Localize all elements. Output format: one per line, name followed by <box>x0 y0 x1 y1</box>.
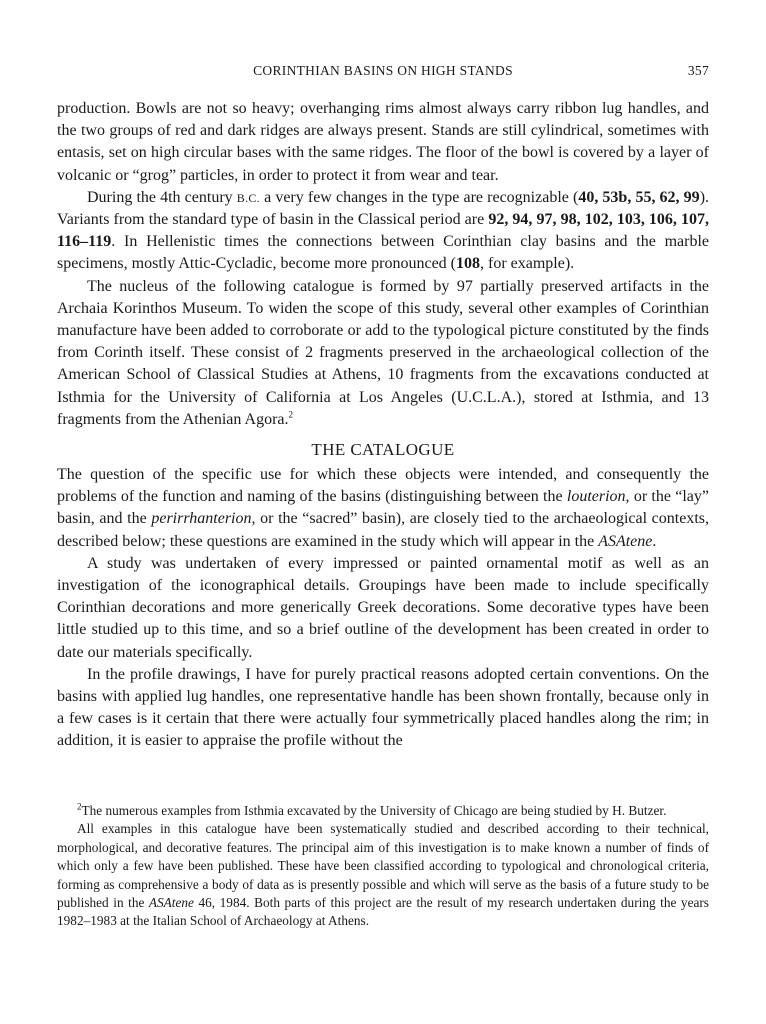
journal-title: ASAtene <box>598 532 653 550</box>
term-perirrhanterion: perirrhanterion <box>151 510 252 528</box>
catalogue-refs: 40, 53b, 55, 62, 99 <box>578 188 700 206</box>
bc-abbrev: B.C. <box>236 190 260 205</box>
paragraph-question: The question of the specific use for which these objects were intended, and consequently the problems of the function and naming of the basins (distinguishing between the louterion, or the “lay” basin, and the perirrhanterion, or the “sacred” basin), are closely tied to the archaeological contexts, described below; these questions are examined in the study which will appear in the ASAtene. <box>57 466 710 550</box>
section-heading: THE CATALOGUE <box>311 440 455 460</box>
footnote-2: $^2$The numerous examples from Isthmia excavated by the University of Chicago are being studied by H. Butzer. <box>77 801 667 818</box>
paragraph-nucleus: The nucleus of the following catalogue is formed by 97 partially preserved artifacts in the Archaia Korinthos Museum. To widen the scope of this study, several other examples of Corinthian manufacture have been added to corroborate or add to the typological picture constituted by the finds from Corinth itself. These consist of 2 fragments preserved in the archaeological collection of the American School of Classical Studies at Athens, 10 fragments from the excavations conducted at Isthmia for the University of California at Los Angeles (U.C.L.A.), stored at Isthmia, and 13 fragments from the Athenian Agora.$^2$ <box>57 277 709 428</box>
journal-title: ASAtene <box>148 895 194 911</box>
catalogue-refs: 108 <box>456 255 480 273</box>
running-title: CORINTHIAN BASINS ON HIGH STANDS <box>253 63 513 78</box>
catalogue-refs: 92, 94, 97, 98, 102, 103, 106, 107, 116–119 <box>57 211 710 251</box>
paragraph-study: A study was undertaken of every impressed or painted ornamental motif as well as an investigation of the iconographical details. Groupings have been made to include specifically Corinthian decorations and more generically Greek decorations. Some decorative types have been little studied up to this time, and so a brief outline of the development has been created in order to date our materials specifically. <box>57 554 709 661</box>
footnote-number: 2 <box>77 801 82 812</box>
body-text <box>57 98 709 753</box>
paragraph-profile-drawings: In the profile drawings, I have for purely practical reasons adopted certain conventions. On the basins with applied lug handles, one representative handle has been shown frontally, because only in a few cases is it certain that there were actually four symmetrically placed handles along the rim; in addition, it is easier to appraise the profile without the <box>57 665 709 750</box>
footnotes <box>57 802 709 931</box>
running-head <box>57 63 709 83</box>
page-number: 357 <box>687 63 709 78</box>
footnote-reference: 2 <box>288 409 293 420</box>
paragraph-continued: production. Bowls are not so heavy; overhanging rims almost always carry ribbon lug handles, and the two groups of red and dark ridges are always present. Stands are still cylindrical, sometimes with entasis, set on high circular bases with the same ridges. The floor of the bowl is covered by a layer of volcanic or “grog” particles, in order to protect it from wear and tear. <box>57 100 709 184</box>
footnote-continuation: All examples in this catalogue have been systematically studied and described according to their technical, morphological, and decorative features. The principal aim of this investigation is to make known a number of finds of which only a few have been published. These have been classified according to typological and chronological criteria, forming as comprehensive a body of data as is presently possible and which will serve as the basis of a future study to be published in the ASAtene 46, 1984. Both parts of this project are the result of my research undertaken during the years 1982–1983 at the Italian School of Archaeology at Athens. <box>57 821 709 929</box>
term-louterion: louterion <box>566 488 626 506</box>
paragraph-4th-century: During the 4th century B.C. a very few changes in the type are recognizable (40, 53b, 55, 62, 99). Variants from the standard type of basin in the Classical period are 92, 94, 97, 98, 102, 103, 106, 107, 116–119. In Hellenistic times the connections between Corinthian clay basins and the marble specimens, mostly Attic-Cycladic, become more pronounced (108, for example). <box>57 188 710 273</box>
page <box>57 0 709 1024</box>
